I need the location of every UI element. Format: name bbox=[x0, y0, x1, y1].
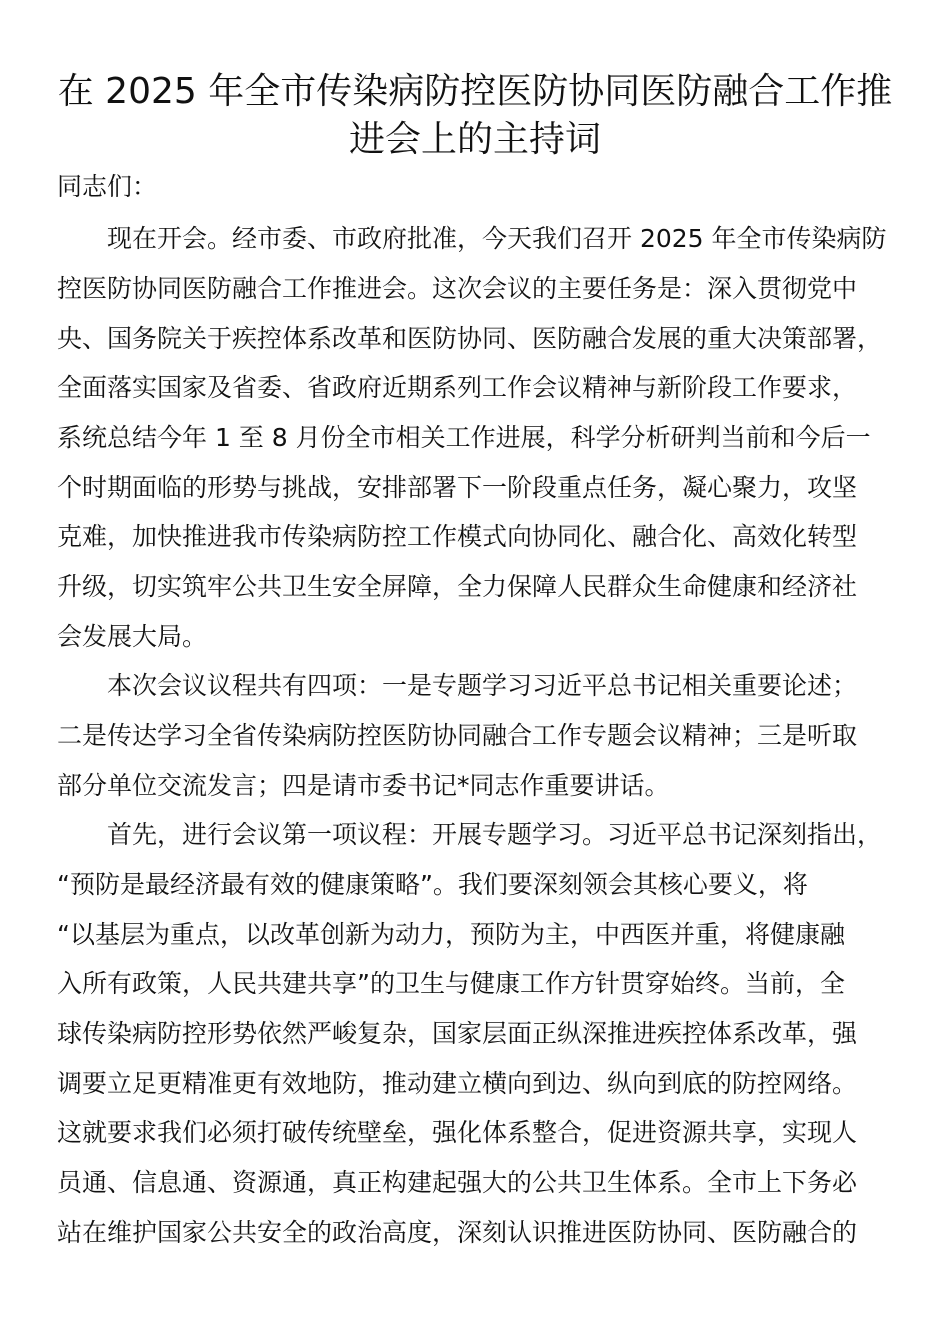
text-line: 现在开会。经市委、市政府批准，今天我们召开 2025 年全市传染病防 bbox=[57, 224, 887, 253]
text-line: 首先，进行会议第一项议程：开展专题学习。习近平总书记深刻指出， bbox=[57, 820, 883, 849]
text-line: 会发展大局。 bbox=[57, 622, 208, 651]
text-line: 员通、信息通、资源通，真正构建起强大的公共卫生体系。全市上下务必 bbox=[57, 1168, 858, 1197]
text-line: 二是传达学习全省传染病防控医防协同融合工作专题会议精神；三是听取 bbox=[57, 721, 858, 750]
text-line: “预防是最经济最有效的健康策略”。我们要深刻领会其核心要义，将 bbox=[57, 870, 808, 899]
text-line: “以基层为重点，以改革创新为动力，预防为主，中西医并重，将健康融 bbox=[57, 920, 845, 949]
salutation: 同志们： bbox=[57, 172, 158, 201]
text-line: 央、国务院关于疾控体系改革和医防协同、医防融合发展的重大决策部署， bbox=[57, 324, 883, 353]
document-title-line-1: 在 2025 年全市传染病防控医防协同医防融合工作推 bbox=[57, 71, 893, 112]
text-line: 本次会议议程共有四项：一是专题学习习近平总书记相关重要论述； bbox=[57, 671, 858, 700]
text-line: 升级，切实筑牢公共卫生安全屏障，全力保障人民群众生命健康和经济社 bbox=[57, 572, 858, 601]
document-title-line-2: 进会上的主持词 bbox=[348, 119, 601, 160]
text-line: 个时期面临的形势与挑战，安排部署下一阶段重点任务，凝心聚力，攻坚 bbox=[57, 473, 858, 502]
text-line: 系统总结今年 1 至 8 月份全市相关工作进展，科学分析研判当前和今后一 bbox=[57, 423, 871, 452]
text-line: 球传染病防控形势依然严峻复杂，国家层面正纵深推进疾控体系改革，强 bbox=[57, 1019, 858, 1048]
text-line: 调要立足更精准更有效地防，推动建立横向到边、纵向到底的防控网络。 bbox=[57, 1069, 858, 1098]
text-line: 入所有政策，人民共建共享”的卫生与健康工作方针贯穿始终。当前，全 bbox=[57, 969, 845, 998]
text-line: 部分单位交流发言；四是请市委书记*同志作重要讲话。 bbox=[57, 771, 670, 800]
text-line: 全面落实国家及省委、省政府近期系列工作会议精神与新阶段工作要求， bbox=[57, 373, 858, 402]
text-line: 站在维护国家公共安全的政治高度，深刻认识推进医防协同、医防融合的 bbox=[57, 1218, 858, 1247]
text-line: 克难，加快推进我市传染病防控工作模式向协同化、融合化、高效化转型 bbox=[57, 522, 858, 551]
text-line: 这就要求我们必须打破传统壁垒，强化体系整合，促进资源共享，实现人 bbox=[57, 1118, 858, 1147]
text-line: 控医防协同医防融合工作推进会。这次会议的主要任务是：深入贯彻党中 bbox=[57, 274, 858, 303]
